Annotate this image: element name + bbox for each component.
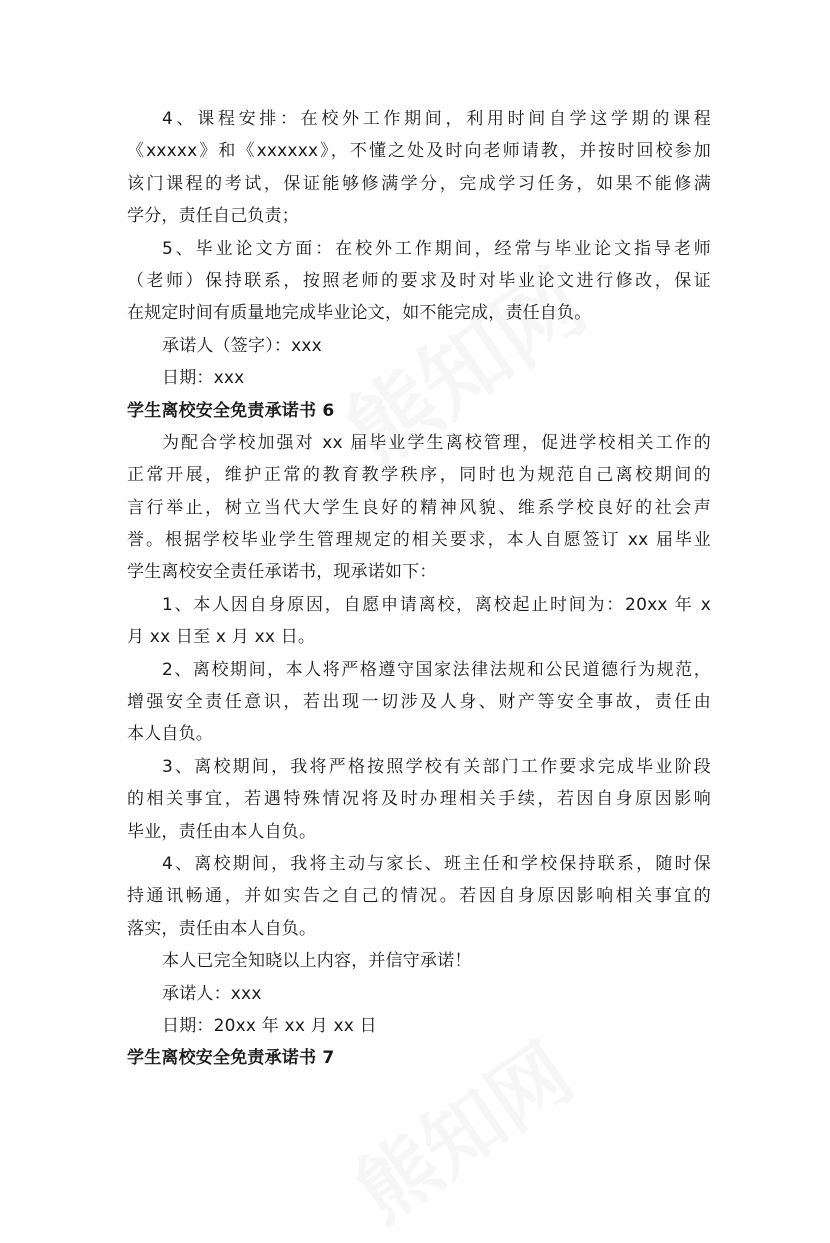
paragraph-line: 言行举止，树立当代大学生良好的精神风貌、维系学校良好的社会声 xyxy=(127,497,711,518)
paragraph-line: 持通讯畅通，并如实告之自己的情况。若因自身原因影响相关事宜的 xyxy=(127,886,711,907)
date-line: 日期：xxx xyxy=(162,368,245,389)
paragraph-line: 的相关事宜，若遇特殊情况将及时办理相关手续，若因自身原因影响 xyxy=(127,789,711,810)
paragraph-line: 1、本人因自身原因，自愿申请离校，离校起止时间为：20xx 年 x xyxy=(162,594,711,615)
paragraph-line: 本人已完全知晓以上内容，并信守承诺！ xyxy=(162,951,472,972)
paragraph-line: 本人自负。 xyxy=(127,724,213,745)
paragraph-line: 在规定时间有质量地完成毕业论文，如不能完成，责任自负。 xyxy=(127,303,592,324)
section-heading-7: 学生离校安全免责承诺书 7 xyxy=(127,1048,335,1069)
paragraph-line: 为配合学校加强对 xx 届毕业学生离校管理，促进学校相关工作的 xyxy=(162,432,711,453)
paragraph-line: 4、离校期间，我将主动与家长、班主任和学校保持联系，随时保 xyxy=(162,853,711,874)
paragraph-line: 4、课程安排：在校外工作期间，利用时间自学这学期的课程 xyxy=(162,109,711,129)
paragraph-line: 2、离校期间，本人将严格遵守国家法律法规和公民道德行为规范， xyxy=(162,659,711,680)
paragraph-line: 该门课程的考试，保证能够修满学分，完成学习任务，如果不能修满 xyxy=(127,173,711,194)
paragraph-line: 落实，责任由本人自负。 xyxy=(127,918,317,939)
paragraph-line: 学分，责任自己负责； xyxy=(127,206,299,227)
document-body xyxy=(127,103,711,1075)
section-heading-6: 学生离校安全免责承诺书 6 xyxy=(127,400,335,421)
paragraph-line: 学生离校安全责任承诺书，现承诺如下： xyxy=(127,562,437,583)
paragraph-line: （老师）保持联系，按照老师的要求及时对毕业论文进行修改，保证 xyxy=(127,270,711,291)
date-line: 日期：20xx 年 xx 月 xx 日 xyxy=(162,1015,377,1036)
signature-line: 承诺人（签字）：xxx xyxy=(162,335,322,356)
paragraph-line: 正常开展，维护正常的教育教学秩序，同时也为规范自己离校期间的 xyxy=(127,465,711,486)
paragraph-line: 誉。根据学校毕业学生管理规定的相关要求，本人自愿签订 xx 届毕业 xyxy=(127,530,711,551)
paragraph-line: 月 xx 日至 x 月 xx 日。 xyxy=(127,627,316,648)
paragraph-line: 《xxxxx》和《xxxxxx》，不懂之处及时向老师请教，并按时回校参加 xyxy=(127,141,711,162)
paragraph-line: 增强安全责任意识，若出现一切涉及人身、财产等安全事故，责任由 xyxy=(127,692,711,713)
paragraph-line: 毕业，责任由本人自负。 xyxy=(127,821,317,842)
paragraph-line: 3、离校期间，我将严格按照学校有关部门工作要求完成毕业阶段 xyxy=(162,756,711,777)
paragraph-line: 5、毕业论文方面：在校外工作期间，经常与毕业论文指导老师 xyxy=(162,238,711,259)
signature-line: 承诺人：xxx xyxy=(162,983,262,1004)
